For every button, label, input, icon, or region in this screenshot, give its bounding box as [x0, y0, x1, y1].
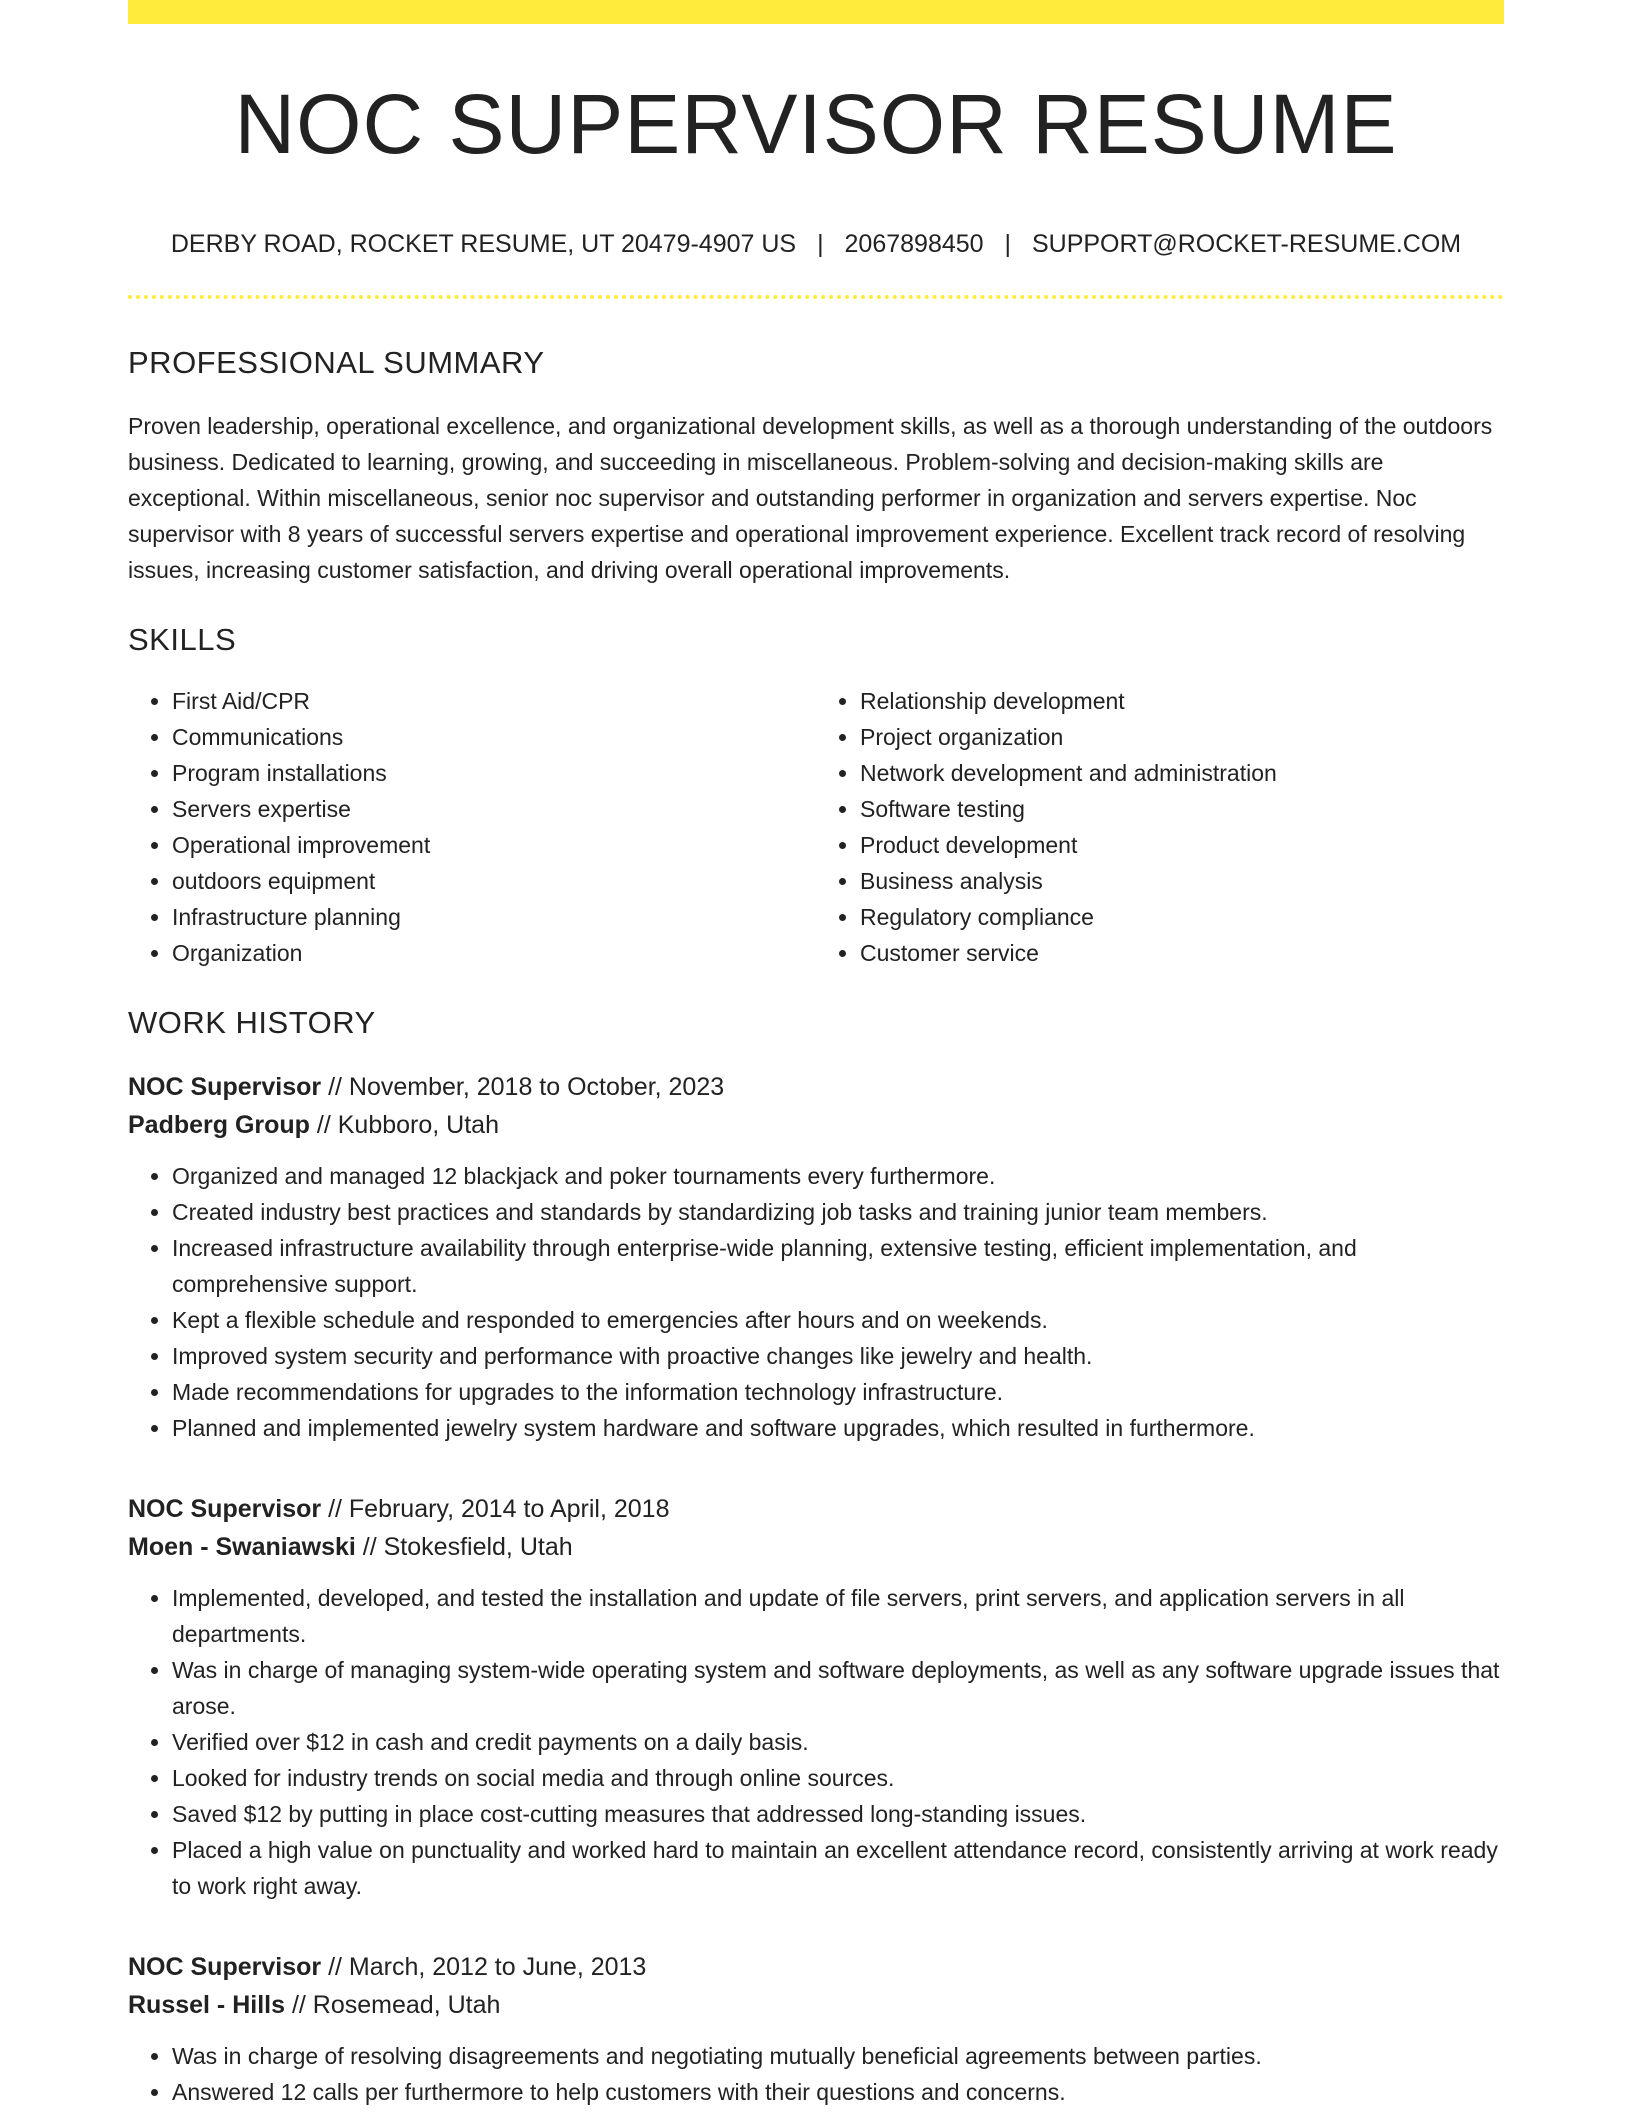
accent-top-bar [128, 0, 1504, 24]
skills-columns [128, 683, 1504, 971]
skill-item: • outdoors equipment [172, 863, 816, 899]
job-location: // Stokesfield, Utah [362, 1533, 573, 1561]
job-bullet: • Increased infrastructure availability through enterprise-wide planning, extensive testing, efficient implementation, and comprehensive support. [172, 1230, 1504, 1302]
job-bullet: • Saved $12 by putting in place cost-cutting measures that addressed long-standing issues. [172, 1796, 1504, 1832]
resume-page [128, 0, 1504, 2110]
skill-item: • First Aid/CPR [172, 683, 816, 719]
summary-heading: PROFESSIONAL SUMMARY [128, 345, 545, 380]
job-company-line [128, 1106, 1504, 1144]
job-bullet: • Planned and implemented jewelry system hardware and software upgrades, which resulted in furthermore. [172, 1410, 1504, 1446]
resume-title: NOC SUPERVISOR RESUME [234, 77, 1398, 171]
job-dates: // March, 2012 to June, 2013 [328, 1953, 647, 1981]
job-bullet: • Looked for industry trends on social media and through online sources. [172, 1760, 1504, 1796]
job-entry [128, 1490, 1504, 1904]
work-history-heading: WORK HISTORY [128, 1005, 376, 1040]
job-company-line [128, 1986, 1504, 2024]
skill-item: • Network development and administration [860, 755, 1504, 791]
job-title-line [128, 1490, 1504, 1528]
job-bullets [128, 1158, 1504, 1446]
job-bullet: • Created industry best practices and standards by standardizing job tasks and training junior team members. [172, 1194, 1504, 1230]
contact-separator: | [1004, 230, 1012, 258]
skill-item: • Operational improvement [172, 827, 816, 863]
job-bullets [128, 2038, 1504, 2110]
skill-item: • Software testing [860, 791, 1504, 827]
skill-item: • Regulatory compliance [860, 899, 1504, 935]
job-bullet: • Was in charge of resolving disagreements and negotiating mutually beneficial agreements between parties. [172, 2038, 1504, 2074]
summary-text: Proven leadership, operational excellence, and organizational development skills, as well as a thorough understanding of the outdoors business. Dedicated to learning, growing, and succeeding in miscellaneous. Problem-solving and decision-making skills are exceptional. Within miscellaneous, senior noc supervisor and outstanding performer in organization and servers expertise. Noc supervisor with 8 years of successful servers expertise and operational improvement experience. Excellent track record of resolving issues, increasing customer satisfaction, and driving overall operational improvements. [128, 413, 1493, 583]
job-bullet: • Was in charge of managing system-wide operating system and software deployments, as well as any software upgrade issues that arose. [172, 1652, 1504, 1724]
job-bullet: • Answered 12 calls per furthermore to help customers with their questions and concerns. [172, 2074, 1504, 2110]
job-bullet: • Implemented, developed, and tested the installation and update of file servers, print servers, and application servers in all departments. [172, 1580, 1504, 1652]
job-company: Padberg Group [128, 1111, 310, 1139]
contact-line [128, 232, 1504, 257]
job-title: NOC Supervisor [128, 1495, 322, 1523]
job-bullet: • Made recommendations for upgrades to the information technology infrastructure. [172, 1374, 1504, 1410]
job-company: Russel - Hills [128, 1991, 285, 2019]
skills-heading: SKILLS [128, 622, 237, 657]
skill-item: • Servers expertise [172, 791, 816, 827]
skill-item: • Project organization [860, 719, 1504, 755]
dotted-divider [128, 295, 1504, 299]
job-title: NOC Supervisor [128, 1073, 322, 1101]
contact-email: SUPPORT@ROCKET-RESUME.COM [1031, 230, 1462, 258]
job-dates: // November, 2018 to October, 2023 [328, 1073, 725, 1101]
job-location: // Kubboro, Utah [316, 1111, 499, 1139]
job-bullet: • Improved system security and performance with proactive changes like jewelry and health. [172, 1338, 1504, 1374]
job-title-line [128, 1948, 1504, 1986]
job-entry [128, 1948, 1504, 2110]
job-dates: // February, 2014 to April, 2018 [328, 1495, 670, 1523]
skills-list-right [816, 683, 1504, 971]
skill-item: • Product development [860, 827, 1504, 863]
skill-item: • Relationship development [860, 683, 1504, 719]
skills-list-left [128, 683, 816, 971]
job-bullets [128, 1580, 1504, 1904]
job-bullet: • Kept a flexible schedule and responded to emergencies after hours and on weekends. [172, 1302, 1504, 1338]
contact-phone: 2067898450 [844, 230, 984, 258]
job-location: // Rosemead, Utah [291, 1991, 501, 2019]
skill-item: • Infrastructure planning [172, 899, 816, 935]
skill-item: • Program installations [172, 755, 816, 791]
job-company-line [128, 1528, 1504, 1566]
job-title: NOC Supervisor [128, 1953, 322, 1981]
job-title-line [128, 1068, 1504, 1106]
contact-address: DERBY ROAD, ROCKET RESUME, UT 20479-4907 US [170, 230, 797, 258]
job-entry [128, 1068, 1504, 1446]
job-bullet: • Organized and managed 12 blackjack and poker tournaments every furthermore. [172, 1158, 1504, 1194]
skill-item: • Business analysis [860, 863, 1504, 899]
contact-separator: | [817, 230, 824, 258]
skill-item: • Communications [172, 719, 816, 755]
skill-item: • Organization [172, 935, 816, 971]
job-bullet: • Verified over $12 in cash and credit payments on a daily basis. [172, 1724, 1504, 1760]
skill-item: • Customer service [860, 935, 1504, 971]
job-bullet: • Placed a high value on punctuality and worked hard to maintain an excellent attendance record, consistently arriving at work ready to work right away. [172, 1832, 1504, 1904]
job-company: Moen - Swaniawski [128, 1533, 356, 1561]
